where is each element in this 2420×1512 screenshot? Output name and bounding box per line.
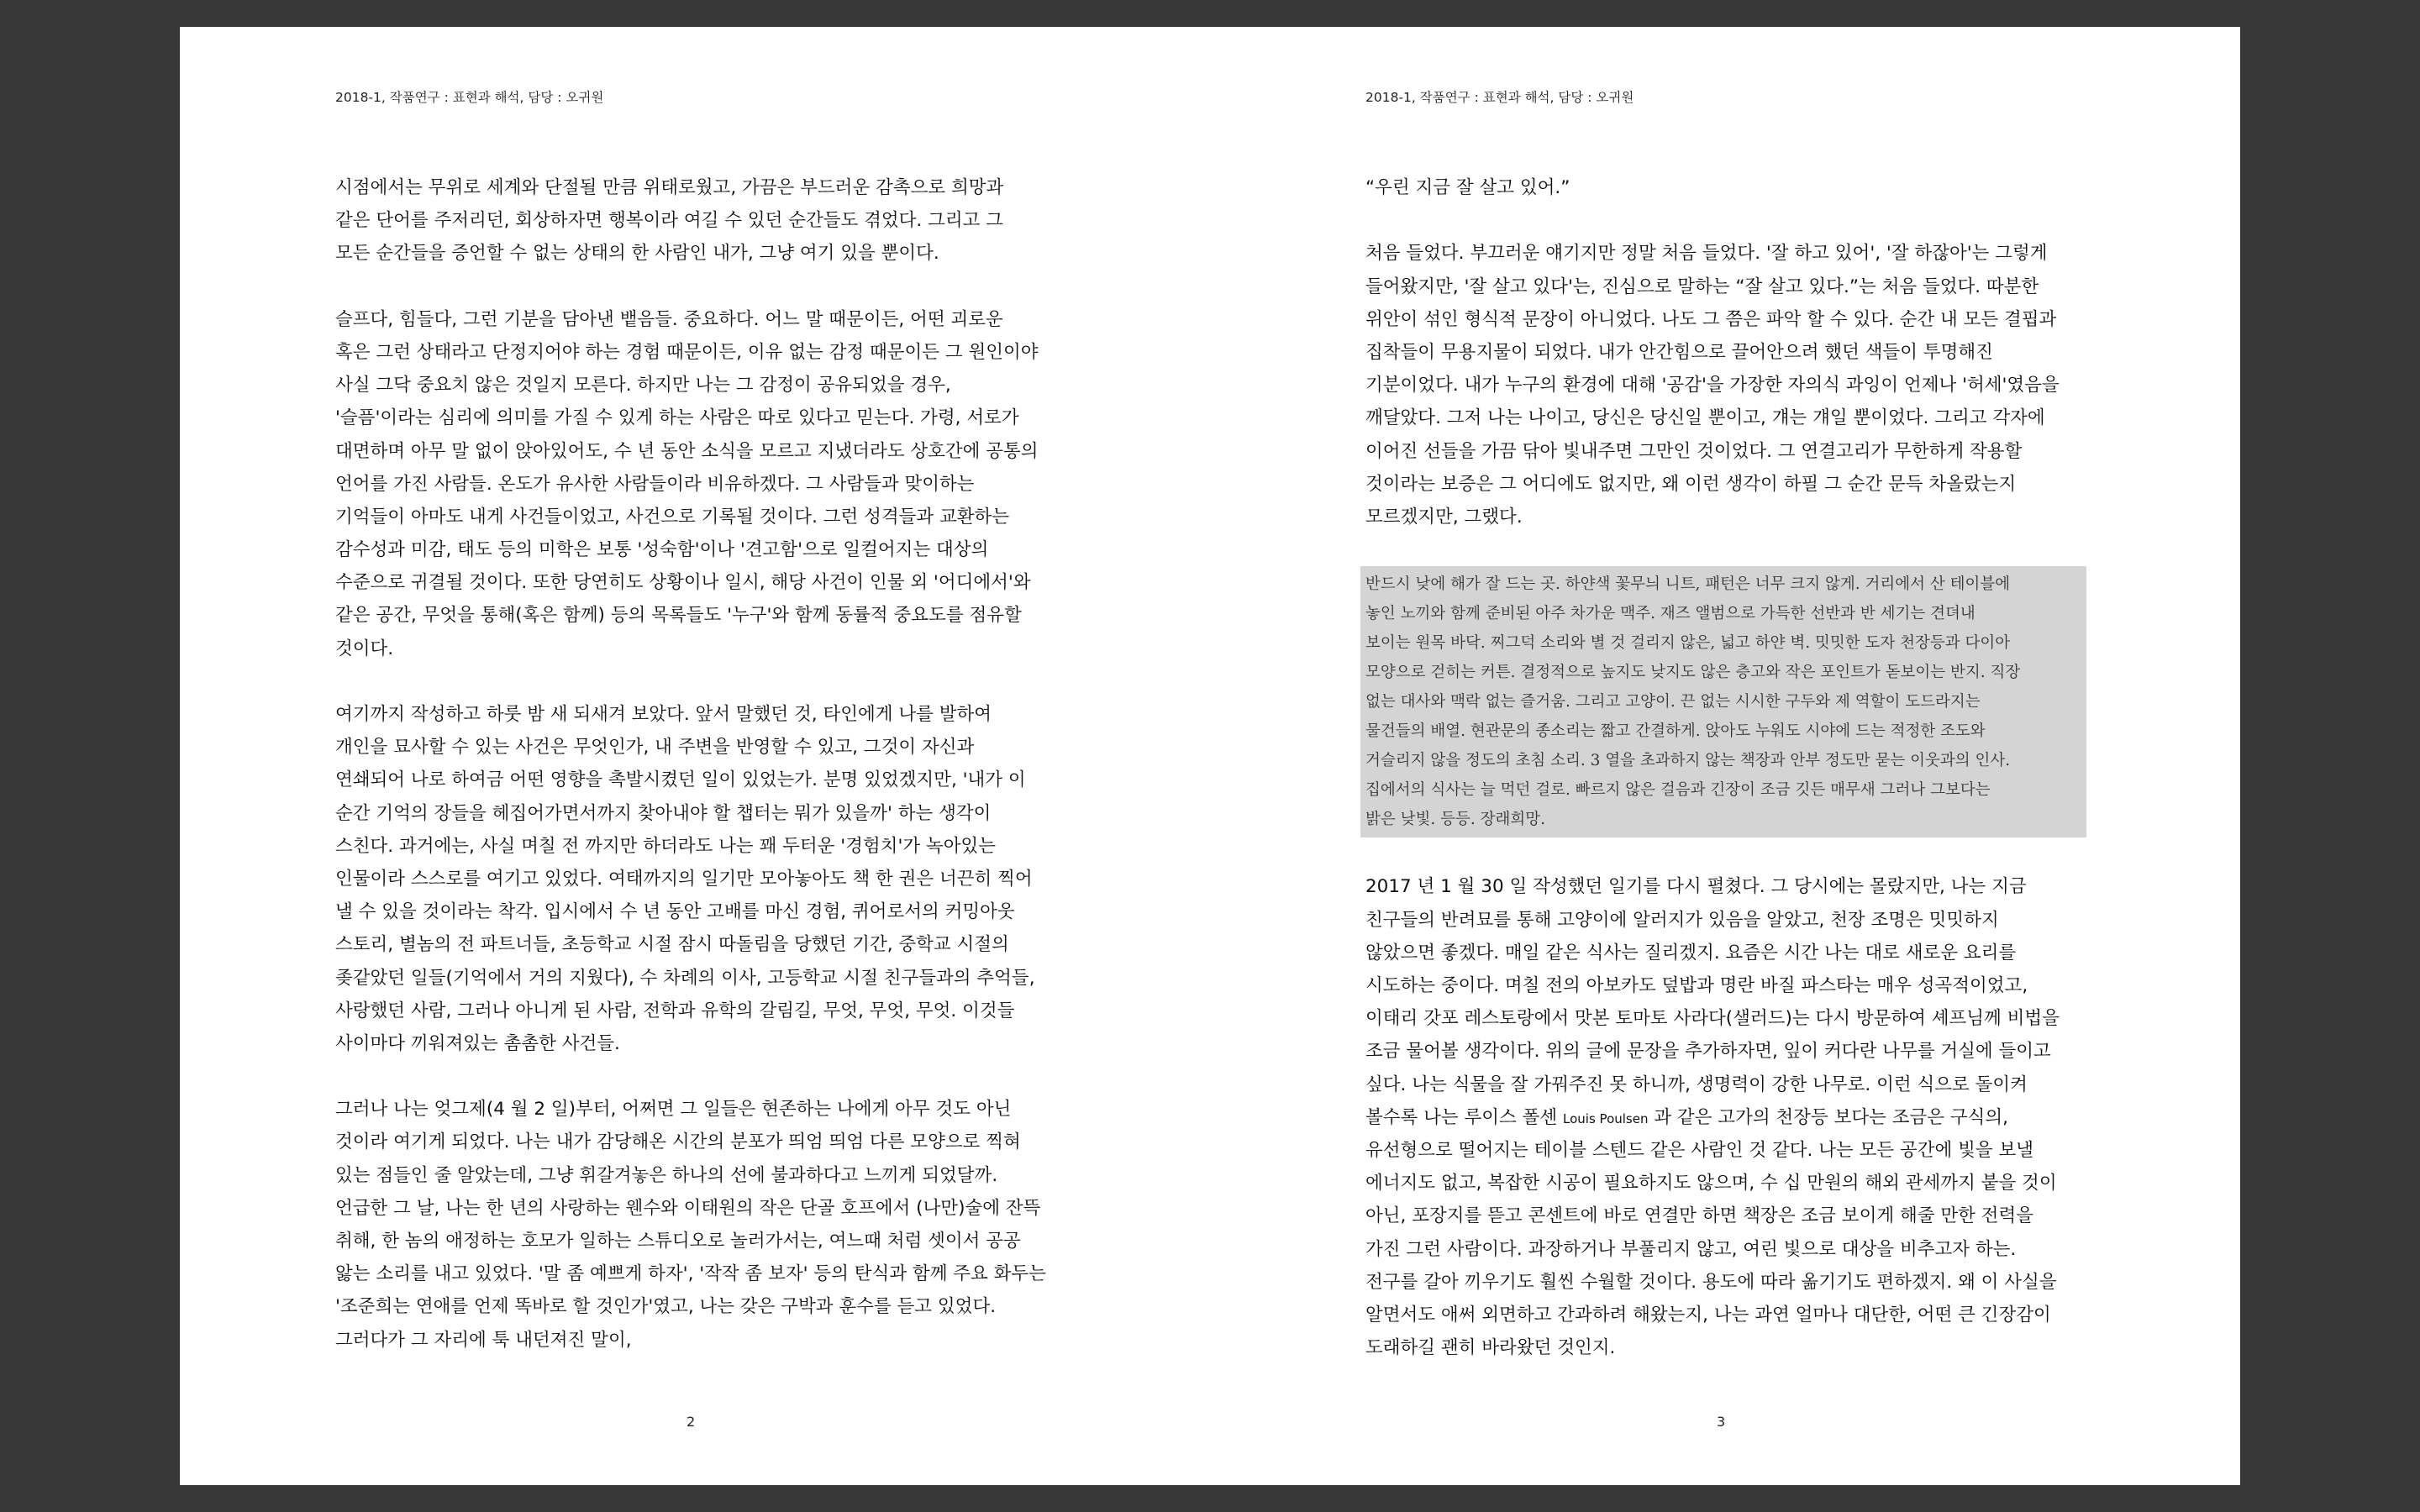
text-line: 기억들이 아마도 내게 사건들이었고, 사건으로 기록될 것이다. 그런 성격들과 교환하는 bbox=[335, 506, 1010, 528]
text-line: 사랑했던 사람, 그러나 아니게 된 사람, 전학과 유학의 갈림길, 무엇, 무엇, 무엇. 이것들 bbox=[335, 1000, 1015, 1021]
paragraph-gap bbox=[1365, 533, 2105, 566]
text-line: 처음 들었다. 부끄러운 얘기지만 정말 처음 들었다. '잘 하고 있어', '잘 하잖아'는 그렇게 bbox=[1365, 243, 2048, 265]
text-line: 알면서도 애써 외면하고 간과하려 해왔는지, 나는 과연 얼마나 대단한, 어떤 큰 긴장감이 bbox=[1365, 1304, 2051, 1326]
text-line: 모르겠지만, 그랬다. bbox=[1365, 506, 1523, 528]
paragraph-gap bbox=[1365, 204, 2105, 237]
text-line: 조금 물어볼 생각이다. 위의 글에 문장을 추가하자면, 잎이 커다란 나무를 거실에 들이고 bbox=[1365, 1041, 2051, 1063]
text-line: 가진 그런 사람이다. 과장하거나 부풀리지 않고, 여린 빛으로 대상을 비추고자 하는. bbox=[1365, 1238, 2017, 1260]
text-line: 대면하며 아무 말 없이 앉아있어도, 수 년 동안 소식을 모르고 지냈더라도 상호간에 공통의 bbox=[335, 440, 1039, 462]
paragraph bbox=[335, 171, 1075, 270]
text-line: 것이다. bbox=[335, 638, 394, 659]
right-page-body bbox=[1365, 171, 2105, 1364]
page-number: 3 bbox=[1717, 1414, 1726, 1430]
text-line: 개인을 묘사할 수 있는 사건은 무엇인가, 내 주변을 반영할 수 있고, 그것이 자신과 bbox=[335, 737, 975, 759]
text-line: 언급한 그 날, 나는 한 년의 사랑하는 웬수와 이태원의 작은 단골 호프에서 (나만)술에 잔뜩 bbox=[335, 1197, 1041, 1219]
text-line: 위안이 섞인 형식적 문장이 아니었다. 나도 그 쯤은 파악 할 수 있다. 순간 내 모든 결핍과 bbox=[1365, 308, 2057, 330]
text-line: 혹은 그런 상태라고 단정지어야 하는 경험 때문이든, 이유 없는 감정 때문이든 그 원인이야 bbox=[335, 341, 1039, 363]
text-line: 이태리 갓포 레스토랑에서 맛본 토마토 사라다(샐러드)는 다시 방문하여 셰프님께 비법을 bbox=[1365, 1008, 2060, 1030]
text-line: 집착들이 무용지물이 되었다. 내가 안간힘으로 끌어안으려 했던 색들이 투명해진 bbox=[1365, 341, 1993, 363]
text-line: 것이라 여기게 되었다. 나는 내가 감당해온 시간의 분포가 띄엄 띄엄 다른 모양으로 찍혀 bbox=[335, 1131, 1021, 1153]
paragraph-gap bbox=[335, 270, 1075, 303]
text-line: 물건들의 배열. 현관문의 종소리는 짧고 간결하게. 앉아도 누워도 시야에 드는 적정한 조도와 bbox=[1365, 722, 1986, 741]
paragraph bbox=[335, 1093, 1075, 1357]
text-line: 2017 년 1 월 30 일 작성했던 일기를 다시 펼쳤다. 그 당시에는 몰랐지만, 나는 지금 bbox=[1365, 876, 2027, 898]
text-segment: 볼수록 나는 루이스 폴센 bbox=[1365, 1106, 1564, 1128]
text-line: 기분이었다. 내가 누구의 환경에 대해 '공감'을 가장한 자의식 과잉이 언제나 '허세'였음을 bbox=[1365, 375, 2060, 396]
text-line: 수준으로 귀결될 것이다. 또한 당연히도 상황이나 일시, 해당 사건이 인물 외 '어디에서'와 bbox=[335, 572, 1031, 594]
text-line: 않았으면 좋겠다. 매일 같은 식사는 질리겠지. 요즘은 시간 나는 대로 새로운 요리를 bbox=[1365, 942, 2017, 963]
text-line: 있는 점들인 줄 알았는데, 그냥 휘갈겨놓은 하나의 선에 불과하다고 느끼게 되었달까. bbox=[335, 1164, 998, 1186]
text-line: 모양으로 걷히는 커튼. 결정적으로 높지도 낮지도 않은 층고와 작은 포인트가 돋보이는 반지. 직장 bbox=[1365, 664, 2021, 682]
text-segment: 과 같은 고가의 천장등 보다는 조금은 구식의, bbox=[1648, 1106, 2009, 1128]
text-line: 사이마다 끼워져있는 촘촘한 사건들. bbox=[335, 1032, 620, 1054]
text-line: 들어왔지만, '잘 살고 있다'는, 진심으로 말하는 “잘 살고 있다.”는 처음 들었다. 따분한 bbox=[1365, 276, 2039, 297]
text-line bbox=[1365, 1101, 2105, 1134]
text-line: 그러나 나는 엊그제(4 월 2 일)부터, 어쩌면 그 일들은 현존하는 나에게 아무 것도 아닌 bbox=[335, 1099, 1012, 1121]
text-line: 모든 순간들을 증언할 수 없는 상태의 한 사람인 내가, 그냥 여기 있을 뿐이다. bbox=[335, 243, 939, 265]
page-number: 2 bbox=[687, 1414, 696, 1430]
text-line: 깨달았다. 그저 나는 나이고, 당신은 당신일 뿐이고, 걔는 걔일 뿐이었다. 그리고 각자에 bbox=[1365, 407, 2045, 429]
text-line: 놓인 노끼와 함께 준비된 아주 차가운 맥주. 재즈 앨범으로 가득한 선반과 반 세기는 견뎌내 bbox=[1365, 605, 1975, 623]
text-line: 사실 그닥 중요치 않은 것일지 모른다. 하지만 나는 그 감정이 공유되었을 경우, bbox=[335, 375, 951, 396]
paragraph bbox=[335, 698, 1075, 1060]
brand-name: Louis Poulsen bbox=[1563, 1110, 1649, 1126]
text-line: “우린 지금 잘 살고 있어.” bbox=[1365, 177, 1570, 198]
text-line: 아닌, 포장지를 뜯고 콘센트에 바로 연결만 하면 책장은 조금 보이게 해줄 만한 전력을 bbox=[1365, 1205, 2033, 1227]
right-page bbox=[1210, 27, 2240, 1485]
text-line: 인물이라 스스로를 여기고 있었다. 여태까지의 일기만 모아놓아도 책 한 권은 너끈히 찍어 bbox=[335, 868, 1033, 890]
text-line: 앓는 소리를 내고 있었다. '말 좀 예쁘게 하자', '작작 좀 보자' 등의 탄식과 함께 주요 화두는 bbox=[335, 1263, 1046, 1285]
text-line: 밝은 낮빛. 등등. 장래희망. bbox=[1365, 811, 1545, 829]
text-line: 좆같았던 일들(기억에서 거의 지웠다), 수 차례의 이사, 고등학교 시절 친구들과의 추억들, bbox=[335, 967, 1035, 989]
text-line: 이어진 선들을 가끔 닦아 빛내주면 그만인 것이었다. 그 연결고리가 무한하게 작용할 bbox=[1365, 440, 2023, 462]
text-line: 전구를 갈아 끼우기도 훨씬 수월할 것이다. 용도에 따라 옮기기도 편하겠지. 왜 이 사실을 bbox=[1365, 1271, 2057, 1293]
paragraph-gap bbox=[1365, 837, 2105, 870]
text-line: 친구들의 반려묘를 통해 고양이에 알러지가 있음을 알았고, 천장 조명은 밋밋하지 bbox=[1365, 909, 1999, 931]
paragraph bbox=[335, 303, 1075, 665]
text-line: 시도하는 중이다. 며칠 전의 아보카도 덮밥과 명란 바질 파스타는 매우 성곡적이었고, bbox=[1365, 975, 2028, 996]
text-line: 같은 단어를 주저리던, 회상하자면 행복이라 여길 수 있던 순간들도 겪었다. 그리고 그 bbox=[335, 210, 1003, 232]
highlighted-diary-excerpt bbox=[1360, 566, 2086, 837]
text-line: 언어를 가진 사람들. 온도가 유사한 사람들이라 비유하겠다. 그 사람들과 맞이하는 bbox=[335, 473, 975, 495]
text-line: 유선형으로 떨어지는 테이블 스텐드 같은 사람인 것 같다. 나는 모든 공간에 빛을 보낼 bbox=[1365, 1139, 2033, 1161]
text-line: 순간 기억의 장들을 헤집어가면서까지 찾아내야 할 챕터는 뭐가 있을까' 하는 생각이 bbox=[335, 802, 992, 824]
text-line: 연쇄되어 나로 하여금 어떤 영향을 촉발시켰던 일이 있었는가. 분명 있었겠지만, '내가 이 bbox=[335, 769, 1026, 791]
text-line: 에너지도 없고, 복잡한 시공이 필요하지도 않으며, 수 십 만원의 해외 관세까지 붙을 것이 bbox=[1365, 1173, 2057, 1194]
page-header: 2018-1, 작품연구 : 표현과 해석, 담당 : 오귀원 bbox=[1365, 90, 1634, 105]
text-line: 같은 공간, 무엇을 통해(혹은 함께) 등의 목록들도 '누구'와 함께 동률적 중요도를 점유할 bbox=[335, 605, 1022, 627]
page-header: 2018-1, 작품연구 : 표현과 해석, 담당 : 오귀원 bbox=[335, 90, 604, 105]
paragraph-gap bbox=[335, 1060, 1075, 1093]
paragraph-gap bbox=[335, 665, 1075, 698]
text-line: 보이는 원목 바닥. 찌그덕 소리와 별 것 걸리지 않은, 넓고 하얀 벽. 밋밋한 도자 천장등과 다이아 bbox=[1365, 634, 2011, 653]
paragraph bbox=[1365, 870, 2105, 1364]
text-line: 스토리, 별놈의 전 파트너들, 초등학교 시절 잠시 따돌림을 당했던 기간, 중학교 시절의 bbox=[335, 934, 1009, 956]
text-line: 도래하길 괜히 바라왔던 것인지. bbox=[1365, 1337, 1616, 1359]
text-line: 없는 대사와 맥락 없는 즐거움. 그리고 고양이. 끈 없는 시시한 구두와 제 역할이 도드라지는 bbox=[1365, 693, 1981, 711]
text-line: 집에서의 식사는 늘 먹던 걸로. 빠르지 않은 걸음과 긴장이 조금 깃든 매무새 그러나 그보다는 bbox=[1365, 781, 1991, 800]
text-line: '슬픔'이라는 심리에 의미를 가질 수 있게 하는 사람은 따로 있다고 믿는다. 가령, 서로가 bbox=[335, 407, 1019, 429]
text-line: 그러다가 그 자리에 툭 내던져진 말이, bbox=[335, 1329, 632, 1351]
text-line: 것이라는 보증은 그 어디에도 없지만, 왜 이런 생각이 하필 그 순간 문득 차올랐는지 bbox=[1365, 473, 2017, 495]
left-page-body bbox=[335, 171, 1075, 1357]
text-line: 감수성과 미감, 태도 등의 미학은 보통 '성숙함'이나 '견고함'으로 일컬어지는 대상의 bbox=[335, 539, 989, 561]
text-line: 반드시 낮에 해가 잘 드는 곳. 하얀색 꽃무늬 니트, 패턴은 너무 크지 않게. 거리에서 산 테이블에 bbox=[1365, 575, 2011, 594]
text-line: 낼 수 있을 것이라는 착각. 입시에서 수 년 동안 고배를 마신 경험, 퀴어로서의 커밍아웃 bbox=[335, 901, 1015, 923]
paragraph bbox=[1365, 237, 2105, 533]
text-line: 스친다. 과거에는, 사실 며칠 전 까지만 하더라도 나는 꽤 두터운 '경험치'가 녹아있는 bbox=[335, 835, 997, 857]
text-line: 여기까지 작성하고 하룻 밤 새 되새겨 보았다. 앞서 말했던 것, 타인에게 나를 발하여 bbox=[335, 704, 992, 725]
left-page bbox=[180, 27, 1210, 1485]
text-line: 싶다. 나는 식물을 잘 가꿔주진 못 하니까, 생명력이 강한 나무로. 이런 식으로 돌이켜 bbox=[1365, 1074, 2028, 1095]
text-line: 시점에서는 무위로 세계와 단절될 만큼 위태로웠고, 가끔은 부드러운 감촉으로 희망과 bbox=[335, 177, 1004, 198]
text-line: 거슬리지 않을 정도의 초침 소리. 3 열을 초과하지 않는 책장과 안부 정도만 묻는 이웃과의 인사. bbox=[1365, 752, 2011, 770]
text-line: 슬프다, 힘들다, 그런 기분을 담아낸 뱉음들. 중요하다. 어느 말 때문이든, 어떤 괴로운 bbox=[335, 308, 1003, 330]
text-line: '조준희는 연애를 언제 똑바로 할 것인가'였고, 나는 갖은 구박과 훈수를 듣고 있었다. bbox=[335, 1296, 997, 1318]
text-line: 취해, 한 놈의 애정하는 호모가 일하는 스튜디오로 놀러가서는, 여느때 처럼 셋이서 공공 bbox=[335, 1231, 1021, 1252]
